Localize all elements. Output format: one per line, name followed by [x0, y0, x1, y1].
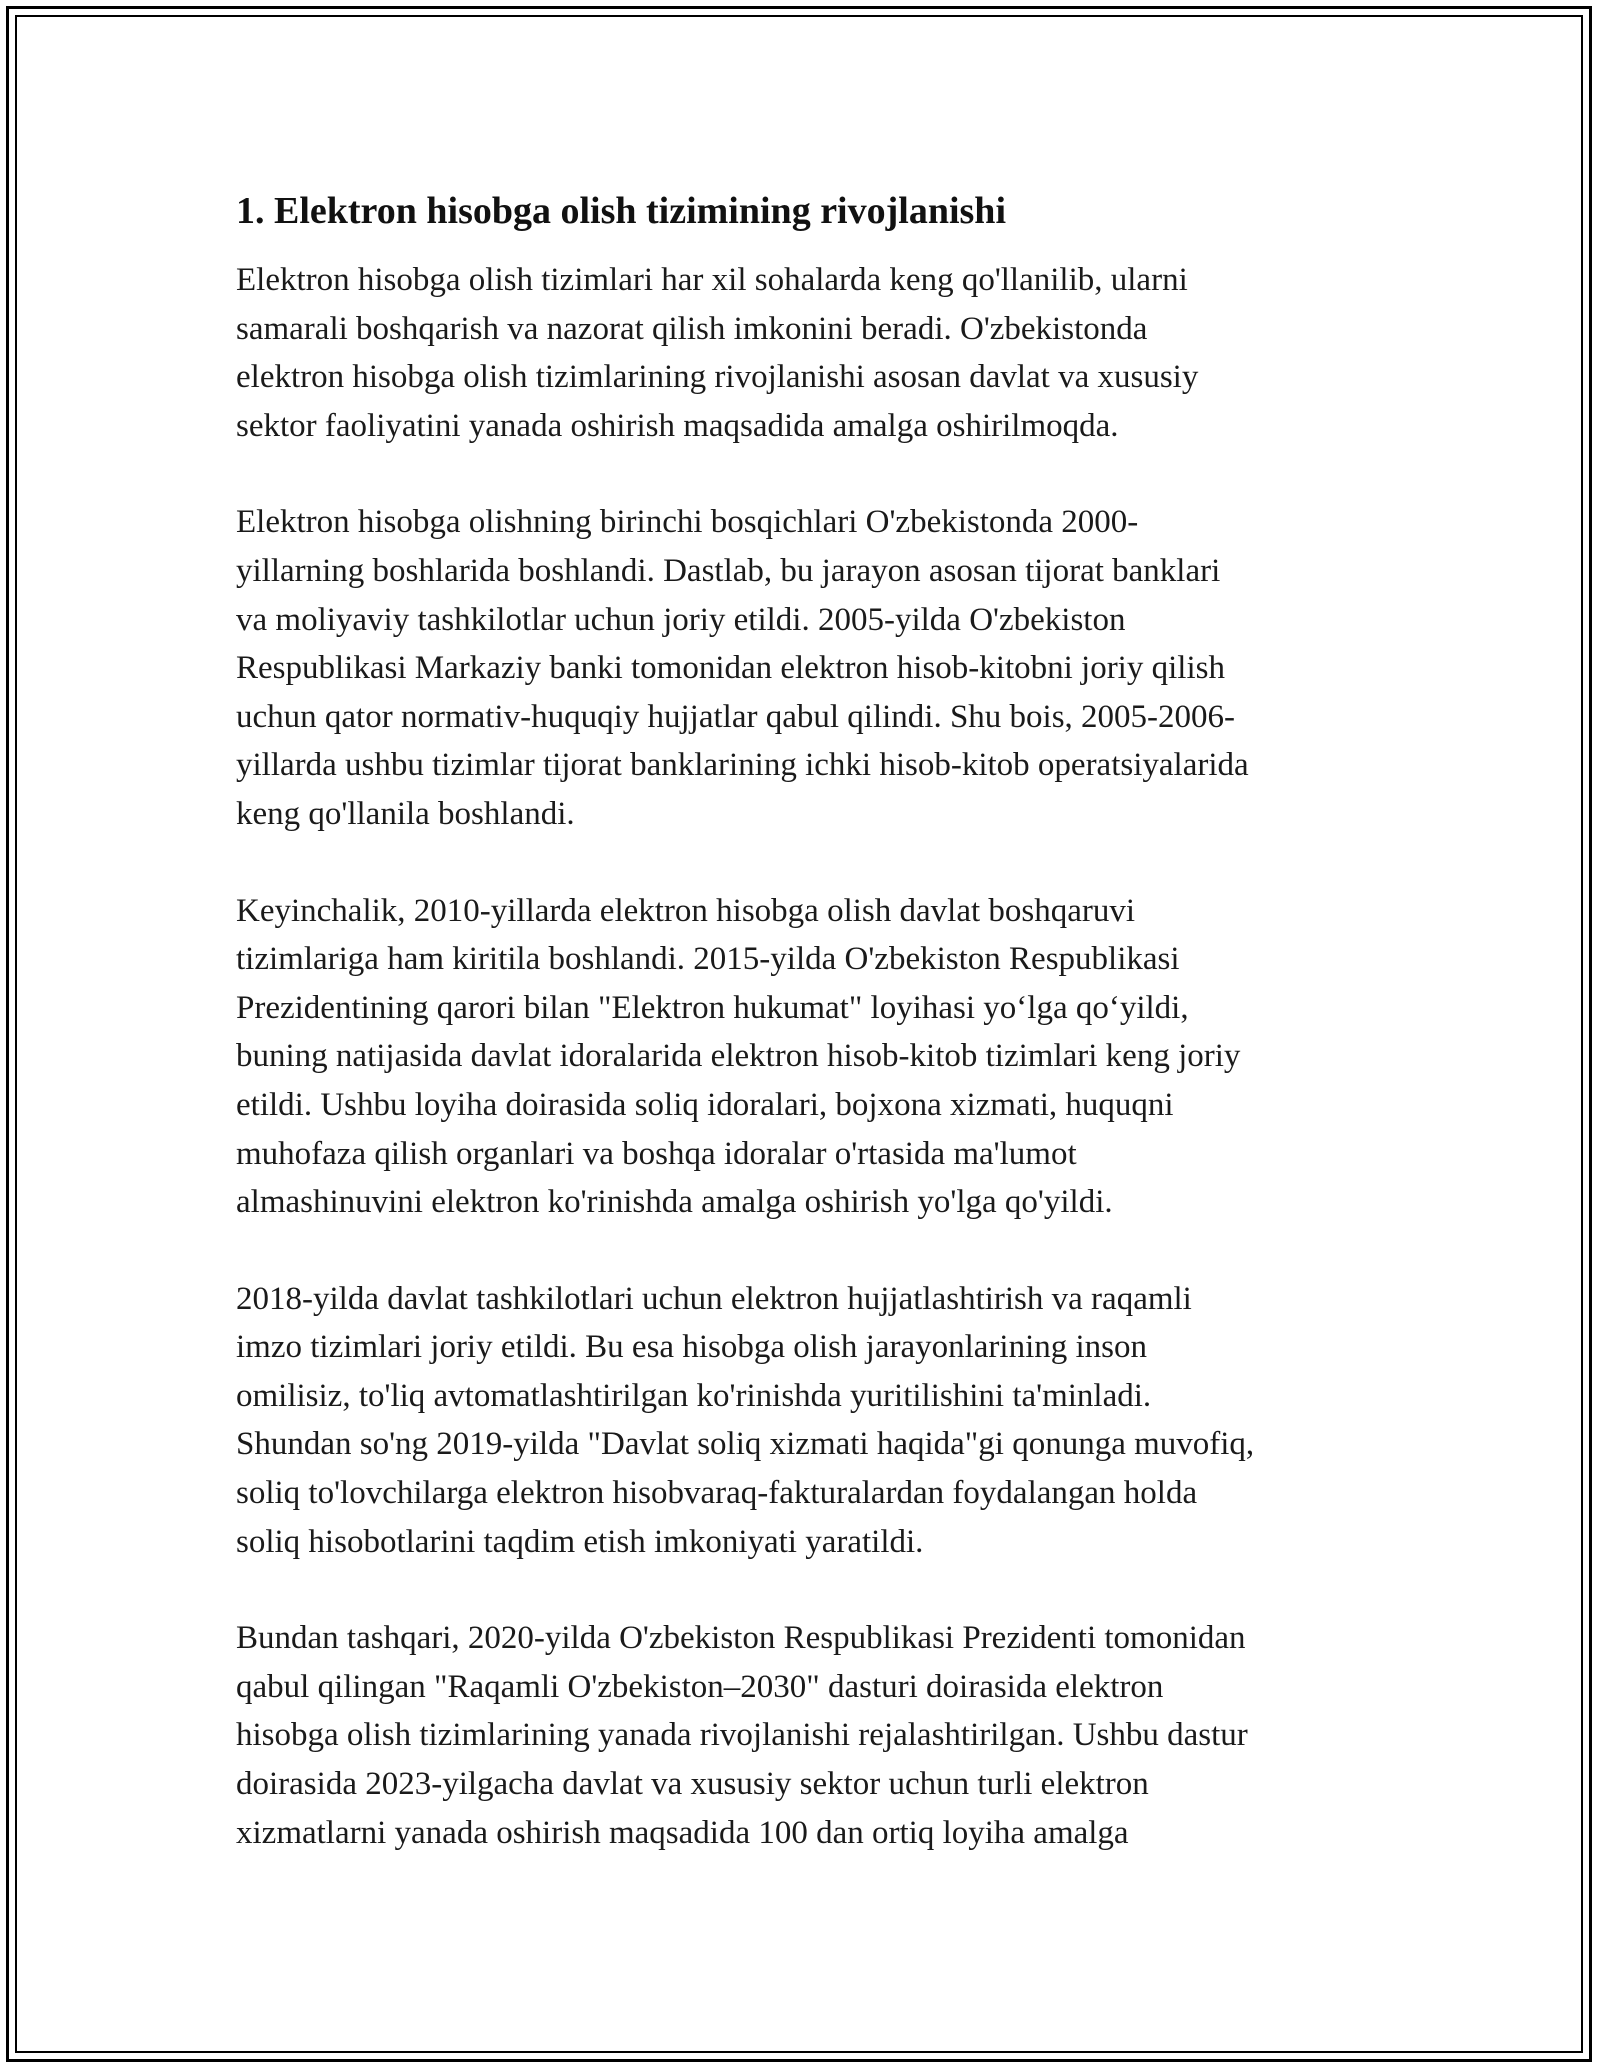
- paragraph-3: Keyinchalik, 2010-yillarda elektron hisobga olish davlat boshqaruvi tizimlariga ham kiritila boshlandi. 2015-yilda O'zbekiston Respublikasi Prezidentining qarori bilan "Elektron hukumat" loyihasi yo‘lga qo‘yildi, buning natijasida davlat idoralarida elektron hisob-kitob tizimlari keng joriy etildi. Ushbu loyiha doirasida soliq idoralari, bojxona xizmati, huquqni muhofaza qilish organlari va boshqa idoralar o'rtasida ma'lumot almashinuvini elektron ko'rinishda amalga oshirish yo'lga qo'yildi.: [236, 892, 1241, 1221]
- section-heading: 1. Elektron hisobga olish tizimining rivojlanishi: [236, 190, 1007, 232]
- paragraph-2: Elektron hisobga olishning birinchi bosqichlari O'zbekistonda 2000- yillarning boshlarida boshlandi. Dastlab, bu jarayon asosan tijorat banklari va moliyaviy tashkilotlar uchun joriy etildi. 2005-yilda O'zbekiston Respublikasi Markaziy banki tomonidan elektron hisob-kitobni joriy qilish uchun qator normativ-huquqiy hujjatlar qabul qilindi. Shu bois, 2005-2006- yillarda ushbu tizimlar tijorat banklarining ichki hisob-kitob operatsiyalarida keng qo'llanila boshlandi.: [236, 504, 1249, 832]
- document-body: [236, 186, 1376, 1905]
- paragraph-4: 2018-yilda davlat tashkilotlari uchun elektron hujjatlashtirish va raqamli imzo tizimlari joriy etildi. Bu esa hisobga olish jarayonlarining inson omilisiz, to'liq avtomatlashtirilgan ko'rinishda yuritilishini ta'minladi. Shundan so'ng 2019-yilda "Davlat soliq xizmati haqida"gi qonunga muvofiq, soliq to'lovchilarga elektron hisobvaraq-fakturalardan foydalangan holda soliq hisobotlarini taqdim etish imkoniyati yaratildi.: [236, 1280, 1255, 1560]
- paragraph-1: Elektron hisobga olish tizimlari har xil sohalarda keng qo'llanilib, ularni samarali boshqarish va nazorat qilish imkonini beradi. O'zbekistonda elektron hisobga olish tizimlarining rivojlanishi asosan davlat va xususiy sektor faoliyatini yanada oshirish maqsadida amalga oshirilmoqda.: [236, 262, 1199, 444]
- paragraph-5: Bundan tashqari, 2020-yilda O'zbekiston Respublikasi Prezidenti tomonidan qabul qilingan "Raqamli O'zbekiston–2030" dasturi doirasida elektron hisobga olish tizimlarining yanada rivojlanishi rejalashtirilgan. Ushbu dastur doirasida 2023-yilgacha davlat va xususiy sektor uchun turli elektron xizmatlarni yanada oshirish maqsadida 100 dan ortiq loyiha amalga: [236, 1620, 1248, 1851]
